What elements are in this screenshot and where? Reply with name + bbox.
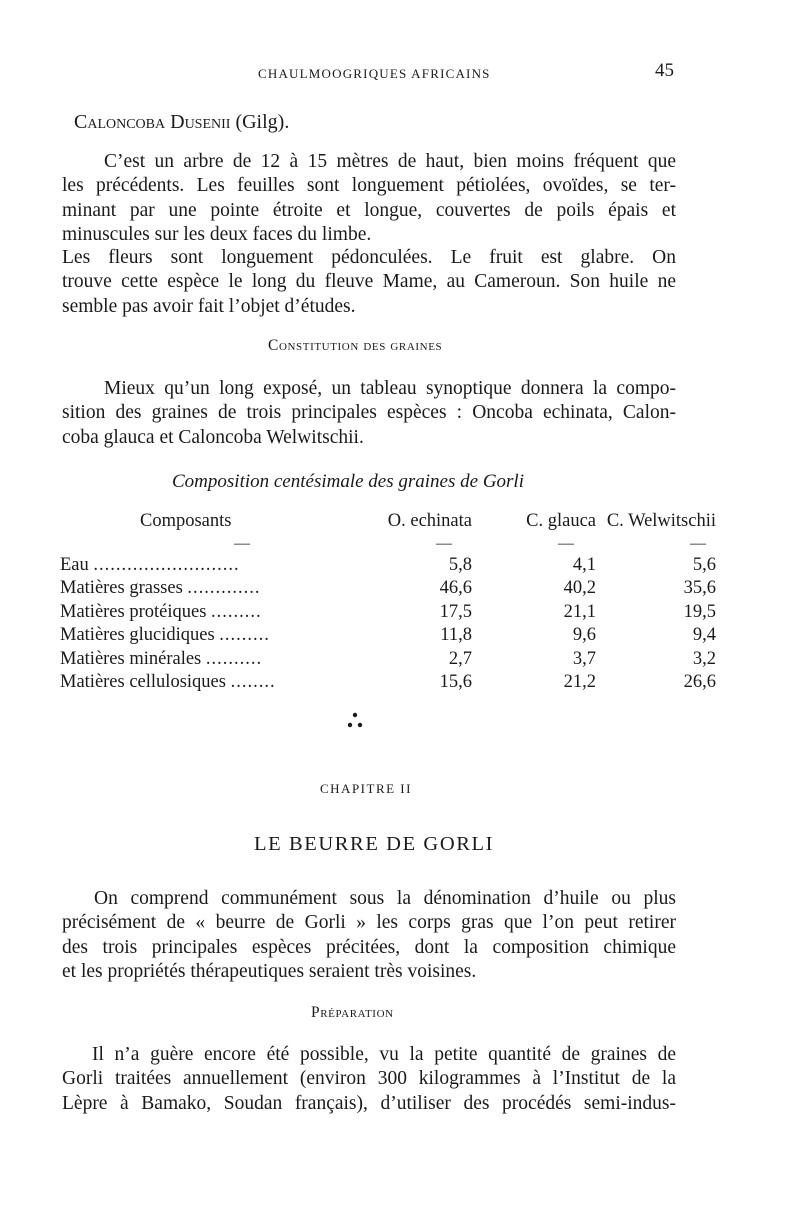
cell-value: 2,7: [448, 648, 472, 669]
cell-value: 26,6: [683, 672, 716, 692]
table-header-row: [60, 510, 716, 534]
table-caption: Composition centésimale des graines de Gorli: [172, 471, 524, 492]
cell-value: 5,6: [692, 554, 716, 575]
row-label: Matières glucidiques: [60, 625, 215, 645]
page-number: 45: [655, 60, 674, 81]
cell-value: 40,2: [563, 578, 596, 598]
paragraph-preparation: [62, 1043, 676, 1116]
cell-value: 3,7: [572, 648, 596, 669]
cell-value: 46,6: [439, 578, 472, 598]
section-title-constitution: Constitution des graines: [268, 337, 443, 354]
dash: —: [690, 534, 706, 552]
header-c-welwitschii: C. Welwitschii: [606, 511, 716, 531]
dash: —: [234, 534, 250, 552]
cell-value: 11,8: [440, 625, 472, 645]
three-asterisks-icon: [345, 710, 365, 732]
leader-dots: ........: [230, 672, 276, 692]
text-line: et les propriétés thérapeutiques seraient très voisines.: [62, 961, 477, 983]
cell-value: 5,8: [448, 554, 472, 575]
text-line: Lèpre à Bamako, Soudan français), d’utiliser des procédés semi-indus-: [62, 1092, 676, 1114]
row-label: Matières grasses: [60, 578, 183, 598]
dash: —: [558, 534, 574, 552]
text-line: minuscules sur les deux faces du limbe.: [62, 224, 372, 246]
leader-dots: .........: [211, 601, 262, 622]
row-label: Eau: [60, 554, 89, 575]
dash: —: [436, 534, 452, 552]
running-header: CHAULMOOGRIQUES AFRICAINS: [258, 66, 491, 81]
section-title-preparation: Préparation: [311, 1004, 394, 1021]
paragraph-description: [62, 150, 676, 248]
cell-value: 21,2: [563, 672, 596, 692]
row-label: Matières protéiques: [60, 601, 207, 622]
table-row: [60, 648, 716, 672]
species-heading: [74, 111, 289, 134]
text-line: précisément de « beurre de Gorli » les corps gras que l’on peut retirer: [62, 912, 676, 934]
text-line: Il n’a guère encore été possible, vu la petite quantité de graines de: [92, 1044, 676, 1065]
header-c-glauca: C. glauca: [526, 511, 596, 531]
text-line: des trois principales espèces précitées, dont la composition chimique: [62, 936, 676, 958]
row-label: Matières minérales: [60, 648, 202, 669]
table-row: [60, 624, 716, 648]
paragraph-flowers: [62, 246, 676, 319]
text-line: Mieux qu’un long exposé, un tableau synoptique donnera la compo-: [104, 378, 676, 399]
cell-value: 15,6: [439, 672, 472, 692]
cell-value: 4,1: [572, 554, 596, 575]
text-line: minant par une pointe étroite et longue, couvertes de poils épais et: [62, 199, 676, 221]
text-line: coba glauca et Caloncoba Welwitschii.: [62, 426, 364, 448]
text-line: trouve cette espèce le long du fleuve Mame, au Cameroun. Son huile ne: [62, 271, 676, 293]
table-row: [60, 577, 716, 601]
text-line: Gorli traitées annuellement (environ 300 kilogrammes à l’Institut de la: [62, 1068, 676, 1090]
cell-value: 19,5: [683, 601, 716, 622]
row-label: Matières cellulosiques: [60, 672, 226, 692]
text-line: sition des graines de trois principales espèces : Oncoba echinata, Calon-: [62, 402, 676, 424]
cell-value: 9,6: [572, 625, 596, 645]
paragraph-definition: [62, 887, 676, 985]
text-line: semble pas avoir fait l’objet d’études.: [62, 295, 356, 317]
table-dash-row: [60, 534, 716, 554]
text-line: C’est un arbre de 12 à 15 mètres de haut, bien moins fréquent que: [104, 151, 676, 172]
cell-value: 9,4: [692, 625, 716, 645]
species-name: Caloncoba Dusenii: [74, 111, 231, 133]
cell-value: 35,6: [683, 578, 716, 598]
leader-dots: .............: [187, 578, 261, 598]
text-line: les précédents. Les feuilles sont longuement pétiolées, ovoïdes, se ter-: [62, 175, 676, 197]
species-author: (Gilg).: [235, 111, 290, 133]
chapter-label: CHAPITRE II: [320, 781, 412, 796]
table-row: [60, 554, 716, 578]
cell-value: 3,2: [692, 648, 716, 669]
cell-value: 21,1: [563, 601, 596, 622]
leader-dots: ..........: [205, 648, 263, 669]
leader-dots: .........: [219, 625, 270, 645]
header-o-echinata: O. echinata: [387, 511, 472, 531]
header-composants: Composants: [140, 511, 232, 531]
table-row: [60, 601, 716, 625]
table-row: [60, 671, 716, 695]
cell-value: 17,5: [439, 601, 472, 622]
paragraph-intro-table: [62, 377, 676, 450]
composition-table: [60, 510, 716, 695]
text-line: On comprend communément sous la dénomination d’huile ou plus: [94, 888, 676, 909]
chapter-title: LE BEURRE DE GORLI: [254, 833, 495, 855]
text-line: Les fleurs sont longuement pédonculées. Le fruit est glabre. On: [62, 247, 676, 268]
leader-dots: ..........................: [93, 554, 240, 575]
